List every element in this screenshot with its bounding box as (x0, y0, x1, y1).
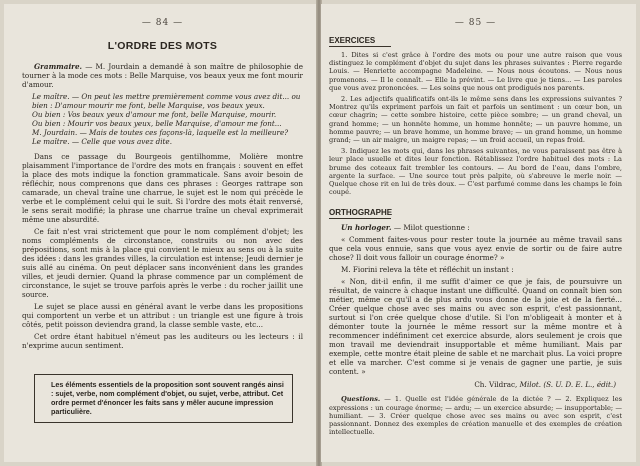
questions-label: Questions. (341, 395, 381, 404)
example-line: Le maître. — On peut les mettre premièrement comme vous avez dit... ou bien : D'amour mourir me font, belle Marquise, vos beaux yeux. (32, 92, 301, 110)
story-paragraph: « Non, dit-il enfin, il me suffit d'aimer ce que je fais, de poursuivre un résultat, de vaincre à chaque instant une difficulté. Quand on connaît bien son métier, même ce qu'il a de plus ardu vous donne de la joie et de la fierté... Créer quelque chose avec ses mains ou avec son esprit, c'est passionnant, surtout si l'on crée quelque chose d'utile. Si l'on m'obligeait à monter et à démonter toute la journée le même ressort sur la même montre et à recommencer indéfiniment cet exercice absurde, alors seulement je crois que mon travail me deviendrait insupportable et même humiliant. Mais par exemple, cette montre était pleine de sable et ne marchait plus. La voici propre et elle va marcher. C'est comme si je venais de gagner une partie, je suis content. » (329, 277, 622, 377)
story-paragraph: M. Fiorini releva la tête et réfléchit un instant : (341, 265, 514, 275)
page-number: — 85 — (454, 18, 497, 28)
exercise-item: 2. Les adjectifs qualificatifs ont-ils le même sens dans les expressions suivantes ? Montrez qu'ils expriment parfois un fait et parfois un sentiment : un cœur bon, un cœur chagrin; — cette sombre histoire, cette pièce sombre; — un grand cheval, un grand homme; — un honnête homme, un homme honnête; — un pauvre homme, un homme pauvre; — un brave homme, un homme brave; — un grand homme, un homme grand; — un air maigre, un maigre repas; — un froid accueil, un repas froid. (329, 95, 622, 145)
orthographe-heading: ORTHOGRAPHE (329, 208, 393, 218)
example-line: Le maître. — Celle que vous avez dite. (32, 137, 172, 146)
body-paragraph: Ce fait n'est vrai strictement que pour le nom complément d'objet; les noms compléments de circonstance, construits ou non avec des prépositions, sont mis à la place qui convient le mieux au sens ou à la suite des idées : dans les grandes villes, la circulation est intense; Jeudi dernier je suis allé au cinéma. On peut déplacer sans inconvénient dans les grandes villes, et jeudi dernier. Quand la phrase commence par un complément de circonstance, le sujet se trouve parfois après le verbe : du rocher jaillit une source. (22, 227, 303, 299)
body-paragraph: Dans ce passage du Bourgeois gentilhomme, Molière montre plaisamment l'importance de l'ordre des mots en français : souvent en effet la place des mots indique la fonction grammaticale. Sans avoir besoin de réfléchir, nous comprenons que dans ces phrases : Georges rattrape son camarade, un cheval traîne une charrue, le sujet est le nom qui précède le verbe et le complément celui qui le suit. Si l'ordre des mots était renversé, le sens serait modifié; la phrase une charrue traîne un cheval exprimerait même une absurdité. (22, 152, 303, 224)
signature-work: Milot. (S. U. D. E. L., édit.) (517, 380, 616, 390)
grammar-label: Grammaire. (34, 62, 83, 71)
example-line: Ou bien : Mourir vos beaux yeux, belle Marquise, d'amour me font... (32, 119, 282, 128)
signature-author: Ch. Vildrac, (474, 380, 518, 390)
dialogue-examples (22, 92, 303, 146)
page-number: — 84 — (141, 18, 184, 28)
story-intro (329, 223, 622, 232)
body-paragraph: Cet ordre étant habituel n'émeut pas les auditeurs ou les lecteurs : il n'exprime aucun sentiment. (22, 332, 303, 350)
story-paragraph: « Comment faites-vous pour rester toute la journée au même travail sans que cela vous ennuie, sans que vous ayez envie de sortir ou de faire autre chose? Il doit vous falloir un courage énorme? » (329, 235, 622, 263)
exercises-heading: EXERCICES (329, 36, 391, 47)
exercise-item: 1. Dites si c'est grâce à l'ordre des mots ou pour une autre raison que vous distinguez le complément d'objet du sujet dans les phrases suivantes : Pierre regarde Louis. — Henriette accompagne Madeleine. — Nous nous écoutons. — Nous nous promenons. — Il le connaît. — Elle la prévint. — Le livre que je tiens... — Les paroles que vous avez prononcées. — Les soins que nous ont prodigués nos parents. (329, 51, 622, 92)
questions-block (329, 395, 622, 436)
exercise-item: 3. Indiquez les mots qui, dans les phrases suivantes, ne vous paraissent pas être à leur place usuelle et dites leur fonction. Rétablissez l'ordre habituel des mots : La brume des coteaux fait trembler les contours. — Au bord de l'eau, dans l'ombre, argente la surface. — Une source tout près palpite, où s'abreuve le merle noir. — Quelque chose rit en lui de très doux. — C'est parfumé comme dans les champs le foin coupé. (329, 147, 622, 197)
chapter-title: L'ORDRE DES MOTS (107, 40, 218, 52)
right-page (321, 4, 636, 462)
example-line: Ou bien : Vos beaux yeux d'amour me font, belle Marquise, mourir. (32, 110, 277, 119)
body-paragraph: Le sujet se place aussi en général avant le verbe dans les propositions qui comportent un verbe et un attribut : un triangle est une figure à trois côtés, petit poisson deviendra grand, la classe semble vaste, etc... (22, 302, 303, 329)
grammar-intro (22, 62, 303, 89)
questions-text: — 1. Quelle est l'idée générale de la dictée ? — 2. Expliquez les expressions : un courage énorme; — ardu; — un exercice absurde; — insupportable; — humiliant. — 3. Créer quelque chose avec ses mains ou avec son esprit, c'est passionnant. Donnez des exemples de création manuelle et des exemples de création intellectuelle. (329, 395, 622, 437)
left-page (4, 4, 317, 462)
signature (329, 380, 616, 389)
grammar-intro-text: — M. Jourdain a demandé à son maître de philosophie de tourner à la mode ces mots : Belle Marquise, vos beaux yeux me font mourir d'amour. (22, 62, 303, 89)
example-line: M. Jourdain. — Mais de toutes ces façons-là, laquelle est la meilleure? (32, 128, 289, 137)
summary-box: Les éléments essentiels de la proposition sont souvent rangés ainsi : sujet, verbe, nom complément d'objet, ou sujet, verbe, attribut. Cet ordre permet d'énoncer les faits sans y mêler aucune impression particulière. (34, 374, 293, 423)
story-intro-text: — Milot questionne : (391, 223, 470, 233)
story-title: Un horloger. (341, 223, 392, 233)
